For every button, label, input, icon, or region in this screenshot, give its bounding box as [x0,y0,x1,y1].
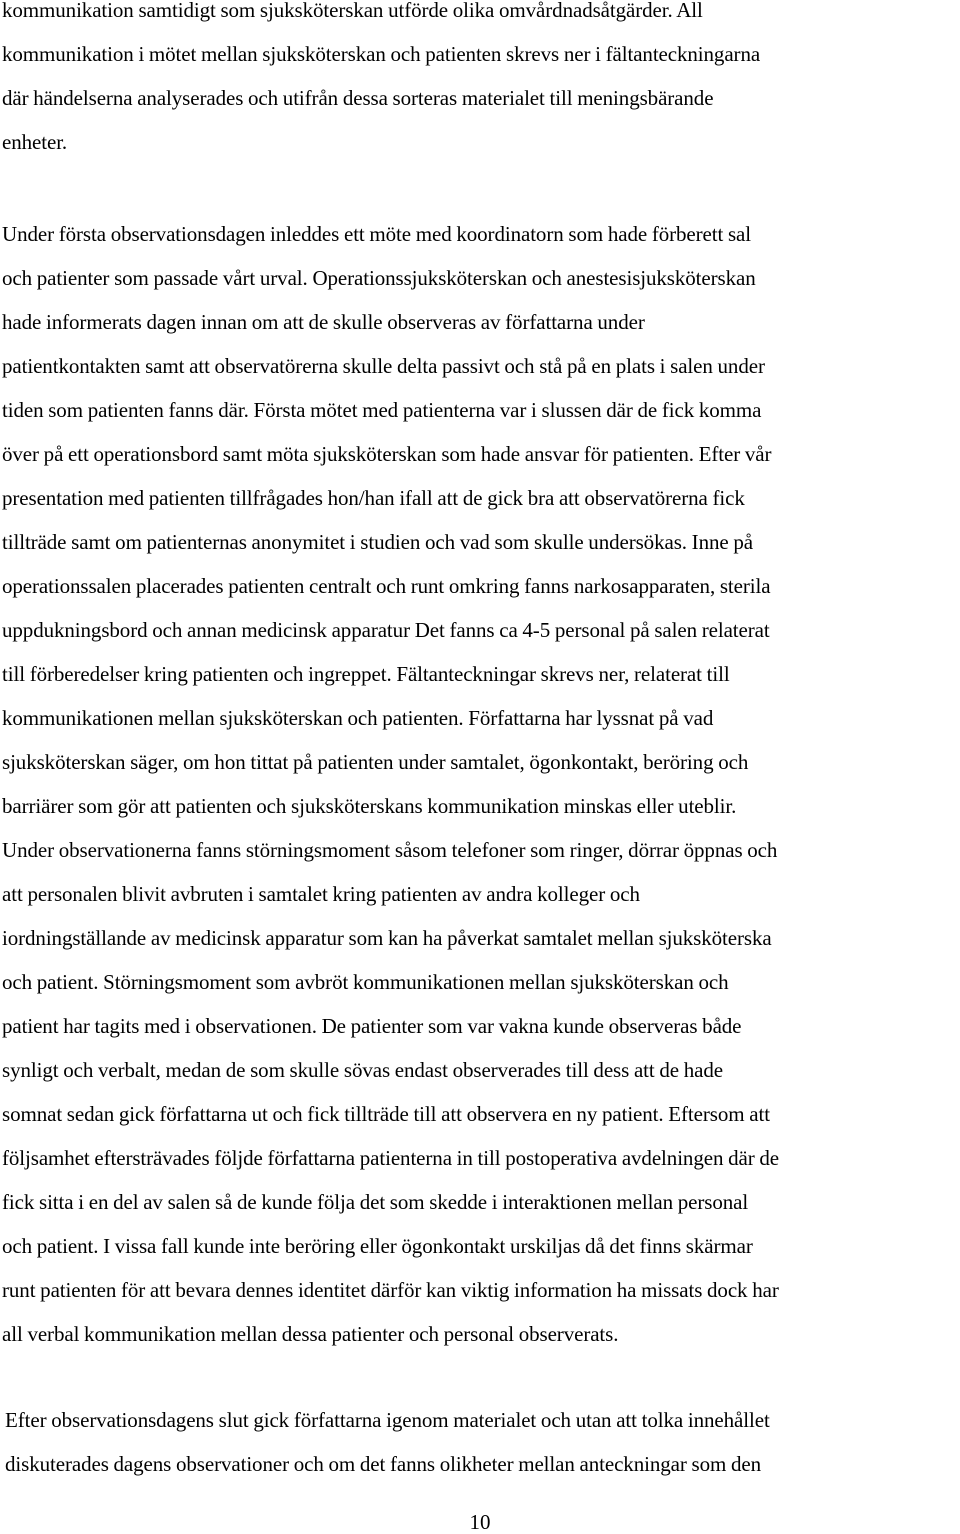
text-line: barriärer som gör att patienten och sjuksköterskans kommunikation minskas eller uteblir. [2,794,737,818]
text-line: runt patienten för att bevara dennes identitet därför kan viktig information ha missats dock har [2,1278,779,1302]
text-line: patient har tagits med i observationen. De patienter som var vakna kunde observeras både [2,1014,742,1038]
paragraph-continuation [2,0,760,164]
text-line: följsamhet eftersträvades följde författarna patienterna in till postoperativa avdelningen där de [2,1146,779,1170]
page-number: 10 [469,1510,491,1534]
paragraph-after-observation [5,1398,770,1486]
text-line: Efter observationsdagens slut gick författarna igenom materialet och utan att tolka innehållet [5,1408,770,1432]
text-line: tiden som patienten fanns där. Första mötet med patienterna var i slussen där de fick komma [2,398,762,422]
text-line: diskuterades dagens observationer och om det fanns olikheter mellan anteckningar som den [5,1452,761,1476]
text-line: över på ett operationsbord samt möta sjuksköterskan som hade ansvar för patienten. Efter vår [2,442,772,466]
text-line: och patienter som passade vårt urval. Operationssjuksköterskan och anestesisjuksköterskan [2,266,756,290]
text-line: patientkontakten samt att observatörerna skulle delta passivt och stå på en plats i salen under [2,354,765,378]
text-line: enheter. [2,130,68,154]
text-line: uppdukningsbord och annan medicinsk apparatur Det fanns ca 4-5 personal på salen relaterat [2,618,770,642]
text-line: all verbal kommunikation mellan dessa patienter och personal observerats. [2,1322,619,1346]
text-line: iordningställande av medicinsk apparatur som kan ha påverkat samtalet mellan sjuksköterska [2,926,772,950]
text-line: och patient. I vissa fall kunde inte beröring eller ögonkontakt urskiljas då det finns skärmar [2,1234,753,1258]
text-line: Under observationerna fanns störningsmoment såsom telefoner som ringer, dörrar öppnas och [2,838,778,862]
text-line: Under första observationsdagen inleddes ett möte med koordinatorn som hade förberett sal [2,222,751,246]
text-line: kommunikation i mötet mellan sjuksköterskan och patienten skrevs ner i fältanteckningarna [2,42,761,66]
text-line: presentation med patienten tillfrågades hon/han ifall att de gick bra att observatörerna fick [2,486,745,510]
text-line: och patient. Störningsmoment som avbröt kommunikationen mellan sjuksköterskan och [2,970,729,994]
text-line: sjuksköterskan säger, om hon tittat på patienten under samtalet, ögonkontakt, beröring och [2,750,749,774]
paragraph-observation-day [2,212,779,1356]
text-line: till förberedelser kring patienten och ingreppet. Fältanteckningar skrevs ner, relaterat till [2,662,730,686]
text-line: där händelserna analyserades och utifrån dessa sorteras materialet till meningsbärande [2,86,714,110]
text-line: hade informerats dagen innan om att de skulle observeras av författarna under [2,310,645,334]
text-line: synligt och verbalt, medan de som skulle sövas endast observerades till dess att de hade [2,1058,724,1082]
text-line: somnat sedan gick författarna ut och fick tillträde till att observera en ny patient. Eftersom att [2,1102,770,1126]
text-line: kommunikation samtidigt som sjuksköterskan utförde olika omvårdnadsåtgärder. All [2,0,703,22]
text-line: operationssalen placerades patienten centralt och runt omkring fanns narkosapparaten, sterila [2,574,771,598]
text-line: tillträde samt om patienternas anonymitet i studien och vad som skulle undersökas. Inne på [2,530,753,554]
text-line: fick sitta i en del av salen så de kunde följa det som skedde i interaktionen mellan personal [2,1190,749,1214]
text-line: att personalen blivit avbruten i samtalet kring patienten av andra kolleger och [2,882,640,906]
text-line: kommunikationen mellan sjuksköterskan och patienten. Författarna har lyssnat på vad [2,706,714,730]
